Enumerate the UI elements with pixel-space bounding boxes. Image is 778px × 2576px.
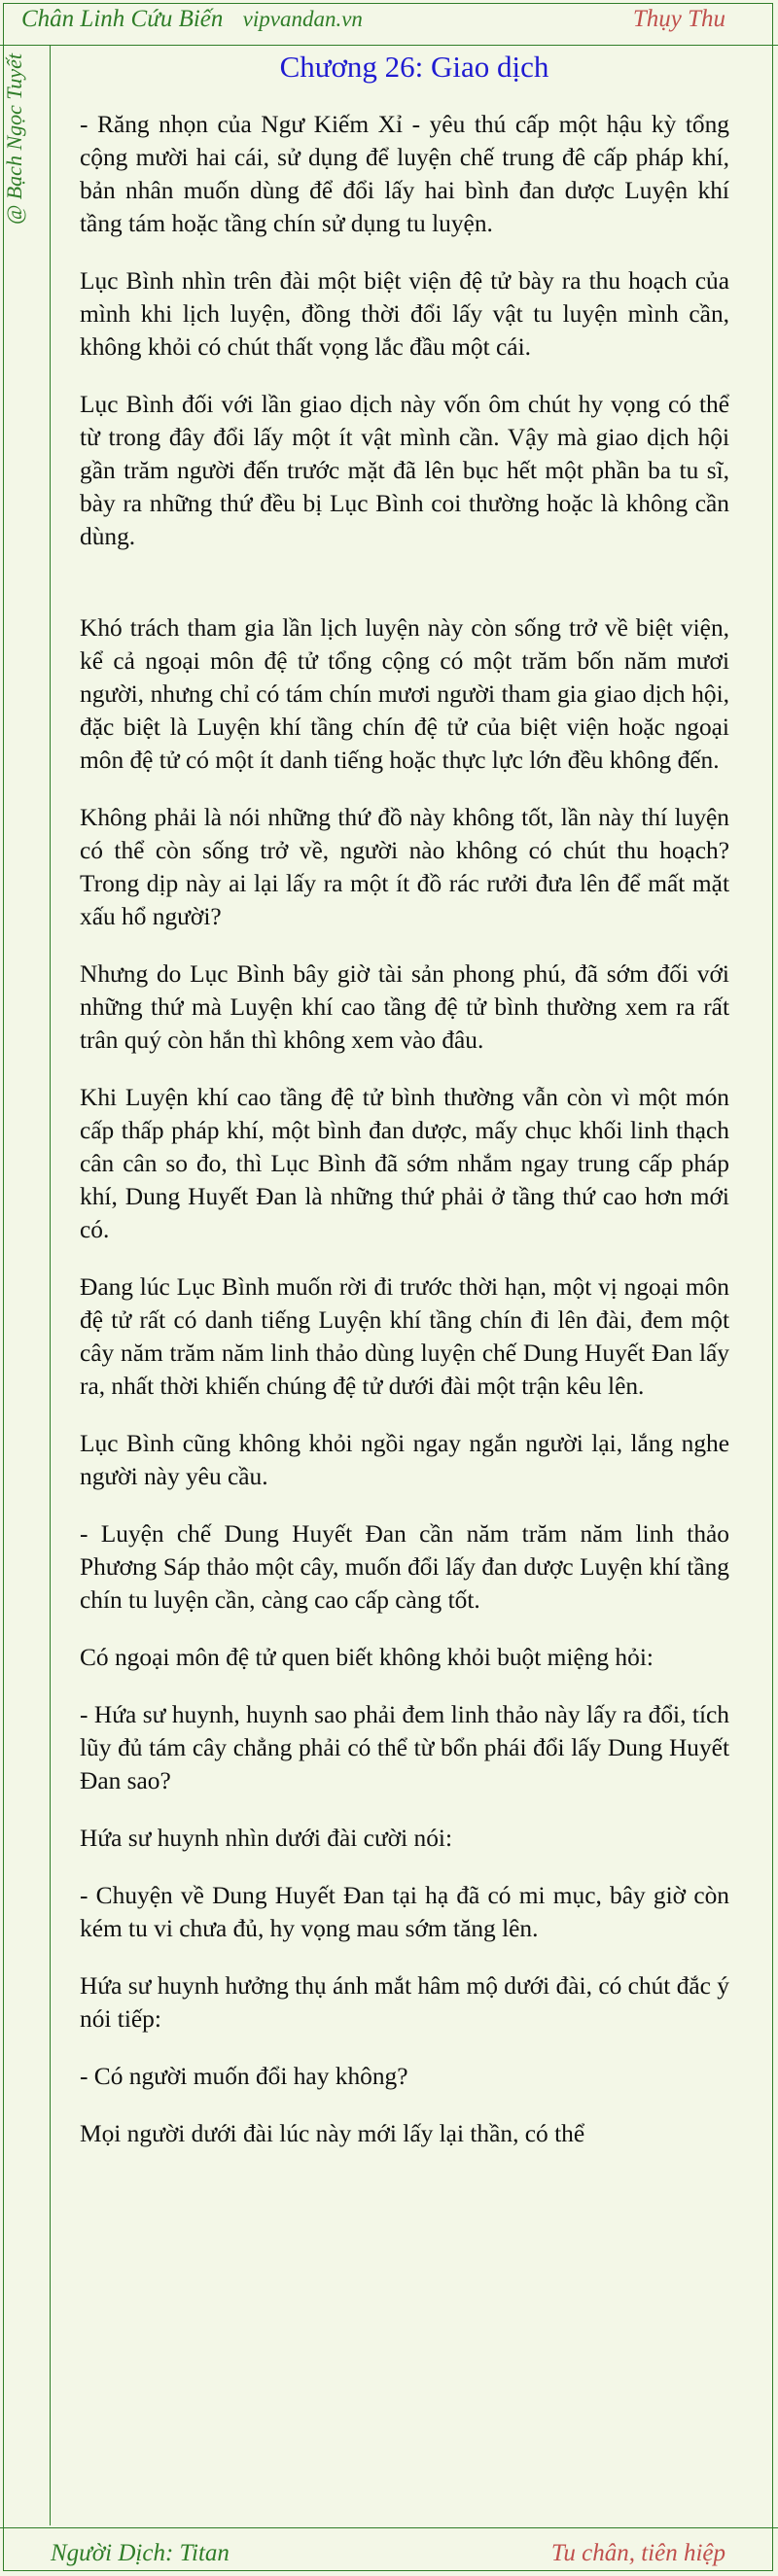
paragraph: Lục Bình đối với lần giao dịch này vốn ôm chút hy vọng có thể từ trong đây đổi lấy một ít vật mình cần. Vậy mà giao dịch hội gần trăm người đến trước mặt đã lên bục hết một phần ba tu sĩ, bày ra những thứ đều bị Lục Bình coi thường hoặc là không cần dùng. [80,391,729,550]
paragraph: Có ngoại môn đệ tử quen biết không khỏi buột miệng hỏi: [80,1644,654,1671]
paragraph: Nhưng do Lục Bình bây giờ tài sản phong phú, đã sớm đối với những thứ mà Luyện khí cao tầng đệ tử bình thường xem ra rất trân quý còn hắn thì không xem vào đâu. [80,960,729,1054]
watermark-credit: @ Bạch Ngọc Tuyết [2,53,26,226]
header-divider [0,45,778,46]
genre-label: Tu chân, tiên hiệp [550,2540,725,2566]
paragraph: Lục Bình nhìn trên đài một biệt viện đệ tử bày ra thu hoạch của mình khi lịch luyện, đồng thời đổi lấy vật tu luyện mình cần, không khỏi có chút thất vọng lắc đầu một cái. [80,267,729,361]
margin-divider [50,45,51,2525]
author-name: Thụy Thu [632,6,725,32]
paragraph: Hứa sư huynh hưởng thụ ánh mắt hâm mộ dưới đài, có chút đắc ý nói tiếp: [80,1972,729,2033]
paragraph: Đang lúc Lục Bình muốn rời đi trước thời hạn, một vị ngoại môn đệ tử rất có danh tiếng Luyện khí tầng chín đi lên đài, đem một cây năm trăm năm linh thảo dùng luyện chế Dung Huyết Đan lấy ra, nhất thời khiến chúng đệ tử dưới đài một trận kêu lên. [80,1273,729,1400]
paragraph: Khó trách tham gia lần lịch luyện này còn sống trở về biệt viện, kể cả ngoại môn đệ tử tổng cộng có một trăm bốn năm mươi người, nhưng chỉ có tám chín mươi người tham gia giao dịch hội, đặc biệt là Luyện khí tầng chín đệ tử của biệt viện hoặc ngoại môn đệ tử có một ít danh tiếng hoặc thực lực lớn đều không đến. [80,614,729,774]
page-header [0,0,778,43]
story-title: Chân Linh Cứu Biến [21,6,224,32]
paragraph: Không phải là nói những thứ đồ này không tốt, lần này thí luyện có thể còn sống trở về, người nào không có chút thu hoạch? Trong dịp này ai lại lấy ra một ít đồ rác rưởi đưa lên để mất mặt xấu hổ người? [80,804,729,930]
translator-credit: Người Dịch: Titan [51,2540,230,2566]
site-link[interactable]: vipvandan.vn [242,7,363,31]
paragraph: - Có người muốn đổi hay không? [80,2063,408,2090]
paragraph: Khi Luyện khí cao tầng đệ tử bình thường vẫn còn vì một món cấp thấp pháp khí, một bình đan dược, mấy chục khối linh thạch cân cân so đo, thì Lục Bình đã sớm nhắm ngay trung cấp pháp khí, Dung Huyết Đan là những thứ phải ở tầng thứ cao hơn mới có. [80,1084,729,1243]
paragraph: - Chuyện về Dung Huyết Đan tại hạ đã có mi mục, bây giờ còn kém tu vi chưa đủ, hy vọng mau sớm tăng lên. [80,1882,729,1942]
paragraph: - Hứa sư huynh, huynh sao phải đem linh thảo này lấy ra đổi, tích lũy đủ tám cây chẳng phải có thể từ bổn phái đổi lấy Dung Huyết Đan sao? [80,1701,729,1794]
story-title-line [21,6,363,33]
chapter-title: Chương 26: Giao dịch [279,50,549,84]
paragraph: - Luyện chế Dung Huyết Đan cần năm trăm năm linh thảo Phương Sáp thảo một cây, muốn đổi lấy đan dược Luyện khí tầng chín tu luyện cần, càng cao cấp càng tốt. [80,1520,729,1614]
paragraph: Hứa sư huynh nhìn dưới đài cười nói: [80,1825,453,1852]
paragraph: Mọi người dưới đài lúc này mới lấy lại thần, có thể [80,2120,585,2147]
chapter-body [80,108,729,2175]
page-footer [0,2527,778,2575]
paragraph: Lục Bình cũng không khỏi ngồi ngay ngắn người lại, lắng nghe người này yêu cầu. [80,1430,729,1490]
paragraph: - Răng nhọn của Ngư Kiếm Xỉ - yêu thú cấp một hậu kỳ tổng cộng mười hai cái, sử dụng để luyện chế trung đê cấp pháp khí, bản nhân muốn dùng để đổi lấy hai bình đan dược Luyện khí tầng tám hoặc tầng chín sử dụng tu luyện. [80,111,729,237]
